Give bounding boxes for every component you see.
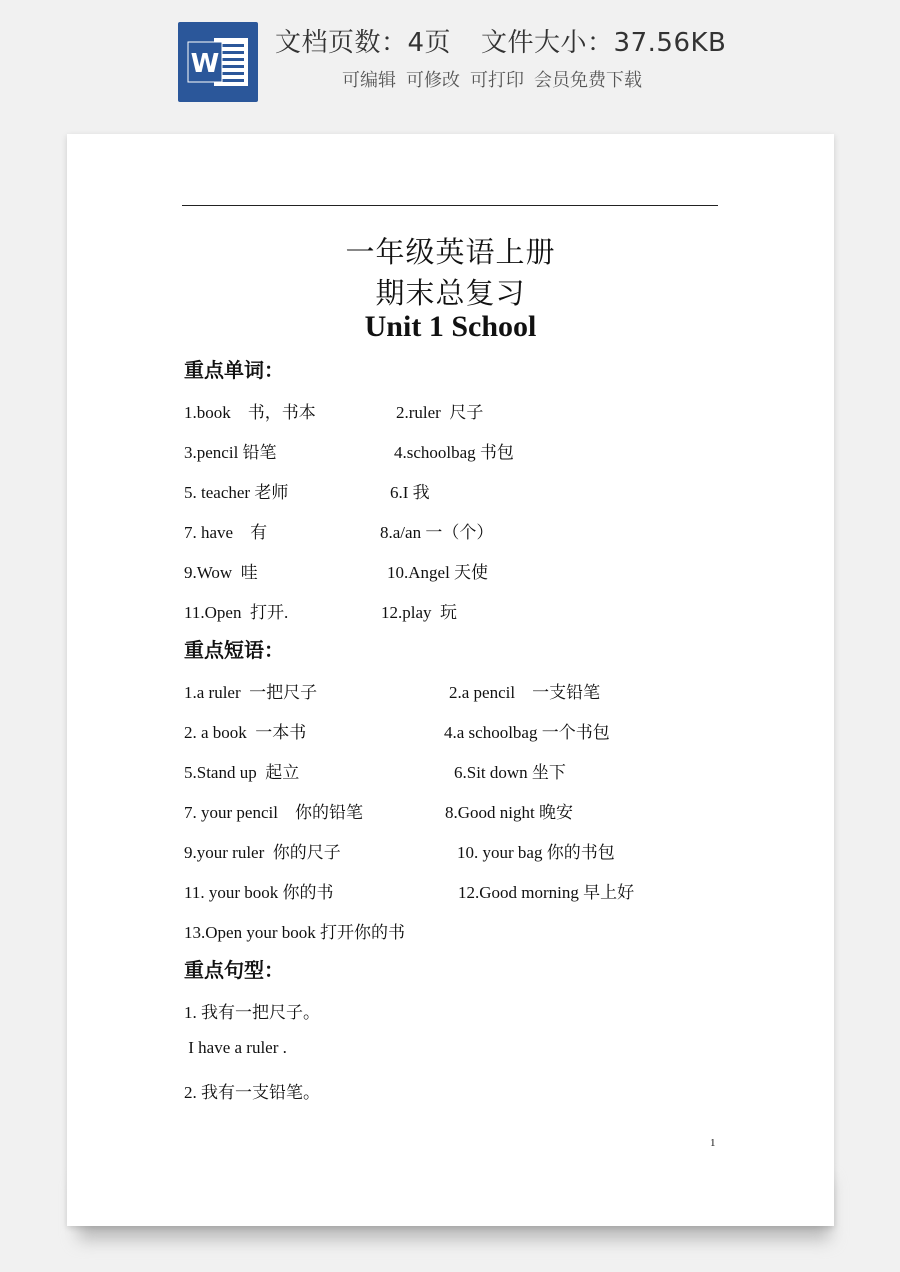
file-size: 文件大小：37.56KB bbox=[481, 28, 727, 58]
vocab-item: 2.ruler 尺子 bbox=[396, 403, 484, 422]
vocab-item: 5. teacher 老师 bbox=[184, 483, 289, 502]
phrase-item: 1.a ruler 一把尺子 bbox=[184, 683, 318, 702]
sentence-item: I have a ruler . bbox=[184, 1038, 287, 1057]
vocab-item: 12.play 玩 bbox=[381, 603, 458, 622]
vocab-item: 10.Angel 天使 bbox=[387, 563, 489, 582]
phrase-item: 10. your bag 你的书包 bbox=[457, 843, 615, 862]
feature-printable: 可打印 bbox=[470, 70, 524, 91]
feature-free-download: 会员免费下载 bbox=[534, 70, 642, 91]
sentences-heading: 重点句型： bbox=[184, 958, 284, 982]
phrase-item: 2. a book 一本书 bbox=[184, 723, 307, 742]
phrase-item: 6.Sit down 坐下 bbox=[454, 763, 566, 782]
doc-info bbox=[275, 22, 726, 59]
feature-modifiable: 可修改 bbox=[406, 70, 460, 91]
phrases-heading: 重点短语： bbox=[184, 638, 284, 662]
doc-title: 一年级英语上册 bbox=[345, 235, 556, 269]
vocab-heading: 重点单词： bbox=[184, 358, 284, 382]
header-rule bbox=[182, 205, 718, 206]
vocab-item: 8.a/an 一（个） bbox=[380, 523, 494, 542]
word-doc-icon bbox=[178, 22, 258, 102]
phrase-item: 8.Good night 晚安 bbox=[445, 803, 573, 822]
vocab-item: 11.Open 打开. bbox=[184, 603, 289, 622]
phrase-item: 5.Stand up 起立 bbox=[184, 763, 300, 782]
phrase-item: 12.Good morning 早上好 bbox=[458, 883, 635, 902]
vocab-item: 3.pencil 铅笔 bbox=[184, 443, 277, 462]
vocab-item: 4.schoolbag 书包 bbox=[394, 443, 514, 462]
feature-editable: 可编辑 bbox=[342, 70, 396, 91]
sentence-item: 2. 我有一支铅笔。 bbox=[184, 1083, 320, 1102]
phrase-item: 11. your book 你的书 bbox=[184, 883, 334, 902]
phrase-item: 4.a schoolbag 一个书包 bbox=[444, 723, 610, 742]
vocab-item: 9.Wow 哇 bbox=[184, 563, 258, 582]
page-number: 1 bbox=[710, 1137, 716, 1149]
page-count: 文档页数：4页 bbox=[275, 28, 452, 58]
phrase-item: 13.Open your book 打开你的书 bbox=[184, 923, 405, 942]
phrase-item: 7. your pencil 你的铅笔 bbox=[184, 803, 363, 822]
vocab-item: 7. have 有 bbox=[184, 523, 268, 542]
phrase-item: 2.a pencil 一支铅笔 bbox=[449, 683, 601, 702]
word-icon-letter: W bbox=[190, 49, 220, 79]
sentence-item: 1. 我有一把尺子。 bbox=[184, 1003, 320, 1022]
feature-list bbox=[342, 66, 652, 92]
vocab-item: 6.I 我 bbox=[390, 483, 430, 502]
doc-subtitle: 期末总复习 bbox=[375, 276, 526, 310]
document-page bbox=[67, 134, 834, 1226]
download-banner bbox=[0, 0, 900, 125]
vocab-item: 1.book 书，书本 bbox=[184, 403, 316, 422]
unit-title: Unit 1 School bbox=[364, 310, 537, 343]
phrase-item: 9.your ruler 你的尺子 bbox=[184, 843, 341, 862]
